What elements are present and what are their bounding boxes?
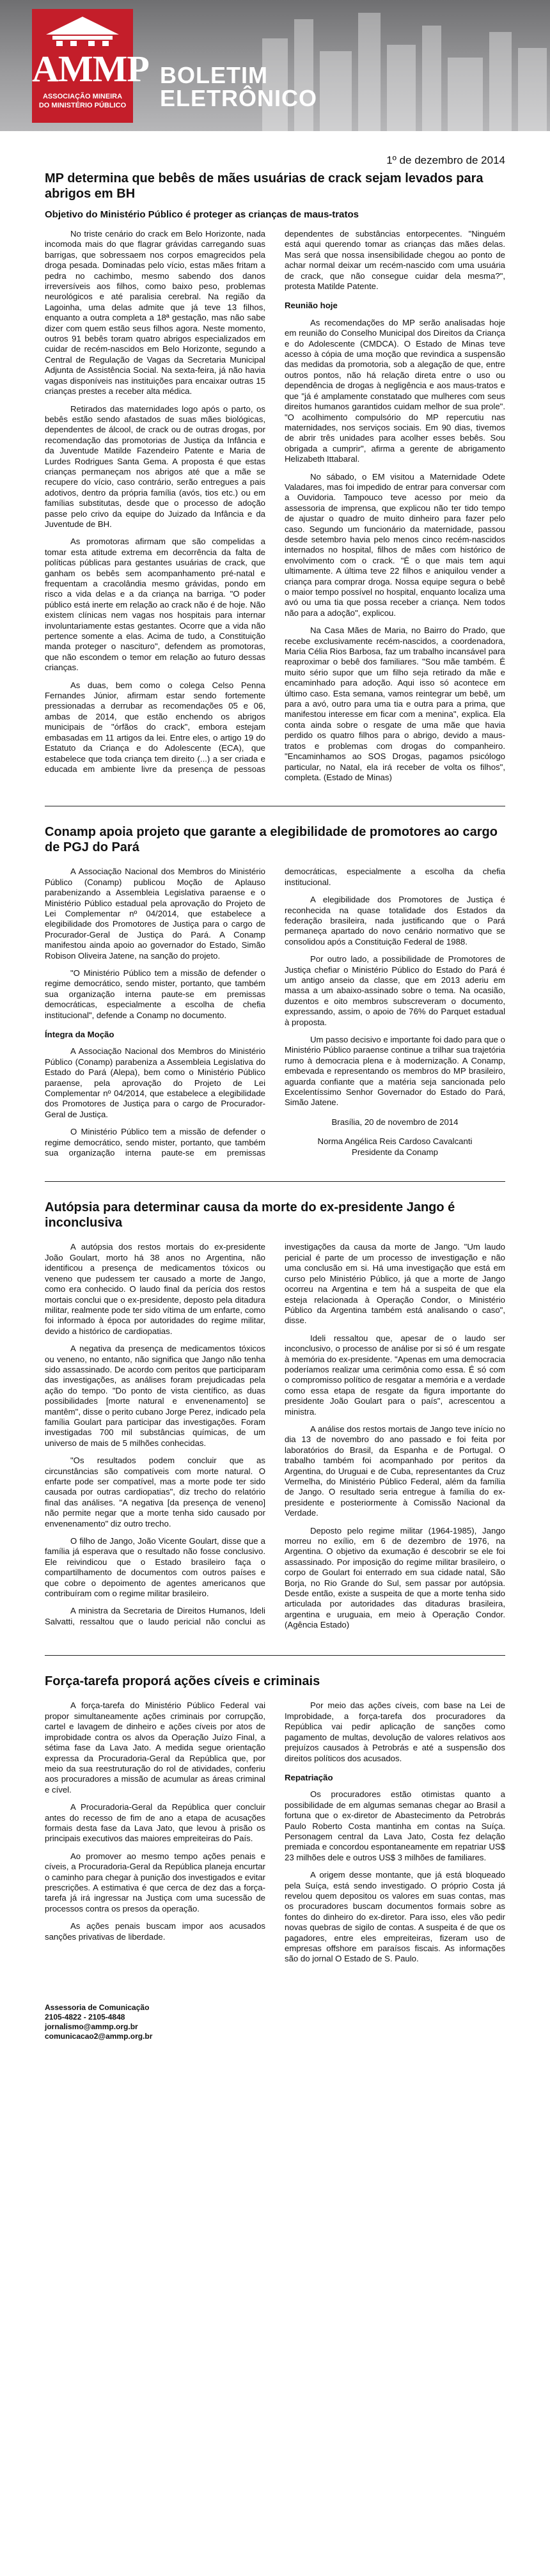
article-lead: Objetivo do Ministério Público é proteger as crianças de maus-tratos [45, 209, 359, 220]
paragraph: A força-tarefa do Ministério Público Federal vai propor simultaneamente ações criminais por corrupção, cartel e lavagem de dinheiro e ações cíveis por atos de improbidade contra os alvos da Operação Juízo Final, a sétima fase da Lava Jato. A medida segue orientação expressa da Procuradoria-Geral da República que, por meio da sua reestruturação do rol de atividades, conferiu aos procuradores a missão de acumular as áreas criminal e cível. [45, 1700, 265, 1795]
article-title: MP determina que bebês de mães usuárias de crack sejam levados para abrigos em BH [45, 171, 483, 201]
article-body [45, 1700, 505, 1964]
subheading: Repatriação [285, 1772, 333, 1782]
article-title: Força-tarefa proporá ações cíveis e criminais [45, 1674, 320, 1689]
logo-name: AMMP [32, 48, 149, 90]
paragraph: Retirados das maternidades logo após o parto, os bebês estão sendo afastados de suas mães biológicas, dependentes de álcool, de crack ou de outras drogas, por recomendação das promotorias de Justiça da Infância e da Juventude Matilde Fazendeiro Patente e Maria de Lurdes Rodrigues Santa Gema. A proposta é que estas crianças permaneçam nos abrigos até que a mãe se recupere do vício, caso contrário, serão entregues a pais adotivos, dentro da própria família (avós, tios etc.) ou em famílias substitutas, desde que o processo de adoção passe pelo crivo da equipe do Juizado da Infância e da Juventude de BH. [45, 404, 265, 529]
divider [45, 1181, 505, 1182]
article-body [45, 229, 505, 783]
bulletin-title [160, 64, 317, 110]
article-task-force [45, 1674, 505, 1964]
paragraph: Por outro lado, a possibilidade de Promotores de Justiça chefiar o Ministério Público do Estado do Pará é um antigo anseio da classe, que em 2013 aderiu em massa a um abaixo-assinado sobre o tema. Na ocasião, duzentos e oito membros subscreveram o documento, expressando, assim, o apoio de 76% do Parquet estadual à proposta. [285, 954, 505, 1027]
signature-date: Brasília, 20 de novembro de 2014 [331, 1117, 459, 1127]
subheading: Íntegra da Moção [45, 1030, 114, 1039]
footer-contact [45, 2003, 505, 2041]
logo-subtitle-line1: ASSOCIAÇÃO MINEIRA [42, 93, 123, 100]
paragraph: No sábado, o EM visitou a Maternidade Odete Valadares, mas foi impedido de entrar para conversar com a Ouvidoria. Tampouco teve acesso por meio da assessoria de imprensa, que explicou não ter tido tempo de ajustar o quadro de muito dinheiro para fazer pelo caso. Segundo um funcionário da maternidade, passou desde setembro havia pelo menos cinco recém-nascidos internados no hospital, filhos de mães com histórico de envolvimento com o crack. "É o que mais tem aqui ultimamente. A última teve 22 filhos e aniquilou vender a criança para comprar droga. Nossa equipe segura o bebê o maior tempo possível no hospital, enquanto localiza uma avó ou uma tia que possa receber a criança. Nem todos não para a adoção", explicou. [285, 471, 505, 618]
article-conamp [45, 824, 505, 1158]
bulletin-title-line2: ELETRÔNICO [160, 85, 318, 111]
bulletin-title-line1: BOLETIM [160, 62, 268, 88]
paragraph: Na Casa Mães de Maria, no Bairro do Prado, que recebe exclusivamente recém-nascidos, a coordenadora, Maria Célia Rios Barbosa, faz um trabalho incansável para reaproximar o bebê dos familiares. "Sou mãe também. É muito sério supor que um filho seja retirado da mãe e encaminhado para adoção. Aqui isso só acontece em último caso. Esta semana, vamos reintegrar um bebê, um para a avó, outro para uma tia e outra para a prima, que manifestou interesse em ficar com a menina", explica. Ela conta ainda sobre o resgate de uma mãe que havia perdido os quatro filhos para o abrigo, devido a maus-tratos e problemas com drogas do companheiro. "Encaminhamos ao SOS Drogas, pagamos psicólogo particular, no Natal, ela irá receber de volta os filhos", completa. (Estado de Minas) [285, 625, 505, 782]
footer-phones: 2105-4822 - 2105-4848 [45, 2012, 125, 2022]
paragraph: A ministra da Secretaria de Direitos Humanos, Ideli Salvatti, ressaltou que o laudo pericial não conclui as investigações da causa da morte de Jango. "Um laudo pericial é parte de um processo de investigação e não uma conclusão em si. Há uma investigação que está em curso pelo Ministério Público, já que a morte de Jango ocorreu na Argentina e tem há a suspeita de que ela esteja relacionada à Operação Condor, o Ministério Público da Argentina também está analisando o caso", disse. [45, 1242, 505, 1626]
issue-date: 1º de dezembro de 2014 [386, 154, 505, 166]
paragraph: A autópsia dos restos mortais do ex-presidente João Goulart, morto há 38 anos no Argentina, não identificou a presença de medicamentos tóxicos ou veneno que pudessem ter causado a morte de Jango, como era conhecido. O laudo final da perícia dos restos mortais conclui que o ex-presidente, deposto pela ditadura militar, realmente pode ter sido vítima de um enfarte, como foi informado à época por autoridades do regime militar, devido a histórico de cardiopatias. [45, 1242, 265, 1336]
paragraph: A negativa da presença de medicamentos tóxicos ou veneno, no entanto, não significa que Jango não tenha sido assassinado. De acordo com peritos que participaram das investigações, as análises foram prejudicadas pela ação do tempo. "Do ponto de vista científico, as duas possibilidades [morte natural e envenenamento] se mantêm", disse o perito cubano Jorge Perez, indicado pela família Goulart para participar das investigações. Foram investigadas 700 mil substâncias químicas, de um universo de mais de 5 milhões conhecidas. [45, 1344, 265, 1448]
footer-email-link[interactable]: comunicacao2@ammp.org.br [45, 2031, 153, 2041]
article-body [45, 1242, 505, 1632]
article-body [45, 867, 505, 1158]
signature-role: Presidente da Conamp [352, 1147, 438, 1157]
paragraph: Deposto pelo regime militar (1964-1985), Jango morreu no exílio, em 6 de dezembro de 1976, na Argentina. O objetivo da exumação é descobrir se ele foi assassinado. Por imposição do regime militar brasileiro, o corpo de Goulart foi enterrado em sua cidade natal, São Borja, no Rio Grande do Sul, sem passar por autópsia. Desde então, existe a suspeita de que a morte tenha sido articulada por autoridades das ditaduras brasileira, argentina e uruguaia, em meio à Operação Condor. (Agência Estado) [285, 1525, 505, 1630]
divider [45, 1655, 505, 1656]
article-title: Autópsia para determinar causa da morte do ex-presidente Jango é inconclusiva [45, 1200, 455, 1230]
paragraph: A Procuradoria-Geral da República quer concluir antes do recesso de fim de ano a etapa de acusações formais desta fase da Lava Jato, que levou à prisão os principais executivos das maiores empreiteiras do País. [45, 1802, 265, 1844]
paragraph: A Associação Nacional dos Membros do Ministério Público (Conamp) publicou Moção de Aplauso parabenizando a Assembleia Legislativa paraense e o Ministério Público estadual pela aprovação do Projeto de Lei Complementar nº 04/2014, que estabelece a elegibilidade dos Promotores de Justiça para o cargo de Procurador-Geral de Justiça do Pará. A Conamp manifestou ainda apoio ao governador do Estado, Simão Robison Oliveira Jatene, na sanção do projeto. [45, 867, 265, 961]
paragraph: A Associação Nacional dos Membros do Ministério Público (Conamp) parabeniza a Assembleia Legislativa do Estado do Pará (Alepa), bem como o Ministério Público paraense, pela aprovação do Projeto de Lei Complementar nº 04/2014, que estabelece a elegibilidade dos Promotores de Justiça para o cargo de Procurador-Geral de Justiça. [45, 1046, 265, 1119]
paragraph: As ações penais buscam impor aos acusados sanções privativas de liberdade. [45, 1921, 265, 1942]
logo-subtitle [37, 92, 128, 110]
signature-name: Norma Angélica Reis Cardoso Cavalcanti [317, 1136, 473, 1147]
article-crack-babies [45, 171, 505, 783]
article-title: Conamp apoia projeto que garante a elegibilidade de promotores ao cargo de PGJ do Pará [45, 825, 498, 855]
paragraph: As duas, bem como o colega Celso Penna Fernandes Júnior, afirmam estar sendo fortemente pressionadas a derrubar as recomendações 05 e 06, ambas de 2014, que estão enchendo os abrigos municipais de "órfãos do crack", embora estejam embasadas em 11 artigos da lei. Entre eles, o artigo 19 do Estatuto da Criança e do Adolescente (ECA), que estabelece que toda criança tem direito (...) a ser criada e educada em ambiente livre da presença de pessoas dependentes de substâncias entorpecentes. "Ninguém está aqui querendo tomar as crianças das mães delas. Mas será que nossa insensibilidade chegou ao ponto de achar normal deixar um recém-nascido com uma usuária de crack, que não consegue cuidar dela mesma?", protesta Matilde Patente. [45, 229, 505, 774]
paragraph: O filho de Jango, João Vicente Goulart, disse que a família já esperava que o resultado não fosse conclusivo. Ele reivindicou que o Estado brasileiro faça o compartilhamento de documentos com outros países e que cobre o depoimento de agentes americanos que contribuíram com o regime militar brasileiro. [45, 1536, 265, 1599]
footer-department: Assessoria de Comunicação [45, 2002, 150, 2012]
paragraph: O Ministério Público tem a missão de defender o regime democrático, sendo mister, portanto, que também sua organização interna paute-se em premissas democráticas, especialmente a escolha da chefia institucional. [45, 867, 505, 1158]
paragraph: "Os resultados podem concluir que as circunstâncias são compatíveis com morte natural. O enfarte pode ser compatível, mas a morte pode ter sido causada por outras cardiopatias", diz trecho do relatório final das análises. "A negativa [da presença de veneno] não permite negar que a morte tenha sido causado por envenenamento" diz outro trecho. [45, 1456, 265, 1528]
paragraph: No triste cenário do crack em Belo Horizonte, nada incomoda mais do que flagrar grávidas carregando suas barrigas, que sobressaem nos corpos emagrecidos pela droga pesada. Dominadas pelo vício, estas mães fritam a pedra no cachimbo, mesmo sabendo dos danos irreversíveis aos filhos, como baixo peso, problemas neurológicos e até paralisia cerebral. Na região da Lagoinha, uma delas admite que já teve 13 filhos, enquanto a outra completa a 18ª gestação, mas não sabe dizer com quem estão seus filhos agora. Neste momento, outros 91 bebês toram quatro abrigos especializados em cuidar de recém-nascidos em Belo Horizonte, segundo a Central de Regulação de Vagas da Secretaria Municipal Adjunta de Assistência Social. Na sexta-feira, já não havia vagas disponíveis nas instituições para encaixar outras 15 crianças prestes a receber alta médica. [45, 229, 265, 397]
paragraph: Ideli ressaltou que, apesar de o laudo ser inconclusivo, o processo de análise por si só é um resgate à memória do ex-presidente. "Apenas em uma democracia poderíamos realizar uma cerimônia como essa. É só com o compromisso político de resgatar a memória e a verdade como essa etapa de resgate da figura importante do presidente João Goulart para o país", acrescentou a ministra. [285, 1333, 505, 1417]
paragraph: Ao promover ao mesmo tempo ações penais e cíveis, a Procuradoria-Geral da República planeja encurtar o caminho para chegar à punição dos investigados e evitar prescrições. A estimativa é que cerca de dez das a força-tarefa já irá ingressar na Justiça com uma sucessão de processos contra os presos da operação. [45, 1851, 265, 1913]
ammp-logo [32, 9, 149, 123]
paragraph: Por meio das ações cíveis, com base na Lei de Improbidade, a força-tarefa dos procuradores da República vai pedir aplicação de sanções como pagamento de multas, devolução de valores relativos aos prejuízos causados à Petrobrás e até a suspensão dos direitos políticos dos acusados. [285, 1700, 505, 1763]
paragraph: As promotoras afirmam que são compelidas a tomar esta atitude extrema em decorrência da falta de políticas públicas para gestantes usuárias de crack, que ganham os bebês sem acompanhamento pré-natal e frequentam a cracolândia mesmo grávidas, pondo em risco a vida delas e a da criança na barriga. "O poder público está inerte em relação ao crack não é de hoje. Não existem clínicas nem vagas nos hospitais para internar involuntariamente estas gestantes. Ocorre que a vida não pertence somente a elas. Acima de tudo, a Constituição manda proteger o nascituro", defendem as promotoras, que não escondem o temor em relação ao futuro dessas crianças. [45, 537, 265, 673]
paragraph: As recomendações do MP serão analisadas hoje em reunião do Conselho Municipal dos Direitos da Criança e do Adolescente (CMDCA). O Estado de Minas teve acesso à cópia de uma moção que revindica a suspensão das medidas da promotoria, sob a alegação de que, entre outros pontos, não há relação direta entre o uso ou dependência de drogas à negligência e aos maus-tratos e que "já é amplamente constatado que mulheres com seus direitos humanos garantidos cuidam melhor de sua prole". "O acolhimento compulsório do MP repercutiu nas maternidades, nos serviços sociais. Em 90 dias, tivemos de abrir três unidades para acolher esses bebês. Sou obrigada a cumprir", afirma a gerente de abrigamento Helizabeth Ittabaral. [285, 317, 505, 464]
paragraph: Um passo decisivo e importante foi dado para que o Ministério Público paraense continue a trilhar sua trajetória rumo à democracia plena e à modernização. A Conamp, embevada e representando os membros do MP brasileiro, aguarda confiante que a matéria seja sancionada pelo Excelentíssimo Senhor Governador do Estado do Pará, Simão Jatene. [285, 1035, 505, 1108]
subheading: Reunião hoje [285, 301, 338, 311]
logo-subtitle-line2: DO MINISTÉRIO PÚBLICO [38, 102, 127, 109]
main-content [0, 154, 550, 2041]
building-icon [40, 15, 125, 47]
paragraph: A análise dos restos mortais de Jango teve início no dia 13 de novembro do ano passado e foi feita por laboratórios do Brasil, da Espanha e de Portugal. O trabalho também foi acompanhado por peritos da Argentina, do Uruguai e de Cuba, representantes da Cruz Vermelha, do Ministério Público Federal, além da família de Jango. O resultado seria entregue à família do ex-presidente e posteriormente à Comissão Nacional da Verdade. [285, 1424, 505, 1518]
footer-email-link[interactable]: jornalismo@ammp.org.br [45, 2022, 138, 2031]
paragraph: A origem desse montante, que já está bloqueado pela Suíça, está sendo investigado. O próprio Costa já revelou quem depositou os valores em suas contas, mas os procuradores buscam documentos formais sobre as fontes do dinheiro do ex-diretor. Para isso, eles vão pedir novas quebras de sigilo de contas. A suspeita é de que os pagadores, entre eles empreiteiras, fizeram uso de empresas offshore em paraísos fiscais. As informações são do jornal O Estado de S. Paulo. [285, 1870, 505, 1964]
article-jango [45, 1200, 505, 1632]
paragraph: "O Ministério Público tem a missão de defender o regime democrático, sendo mister, portanto, que também sua organização interna paute-se em premissas democráticas, especialmente a escolha de chefia institucional", defende a Conamp no documento. [45, 968, 265, 1020]
paragraph: Os procuradores estão otimistas quanto a possibilidade de em algumas semanas chegar ao Brasil a fortuna que o ex-diretor de Abastecimento da Petrobrás Paulo Roberto Costa mantinha em contas na Suíça. Personagem central da Lava Jato, Costa fez delação premiada e concordou espontaneamente em repatriar US$ 23 milhões dele e outros US$ 3 milhões de familiares. [285, 1789, 505, 1862]
header-banner [0, 0, 550, 131]
paragraph: A elegibilidade dos Promotores de Justiça é reconhecida na quase totalidade dos Estados da federação brasileira, nada justificando que o Pará permaneça apartado do novo cenário normativo que se consolidou após a Constituição Federal de 1988. [285, 895, 505, 946]
